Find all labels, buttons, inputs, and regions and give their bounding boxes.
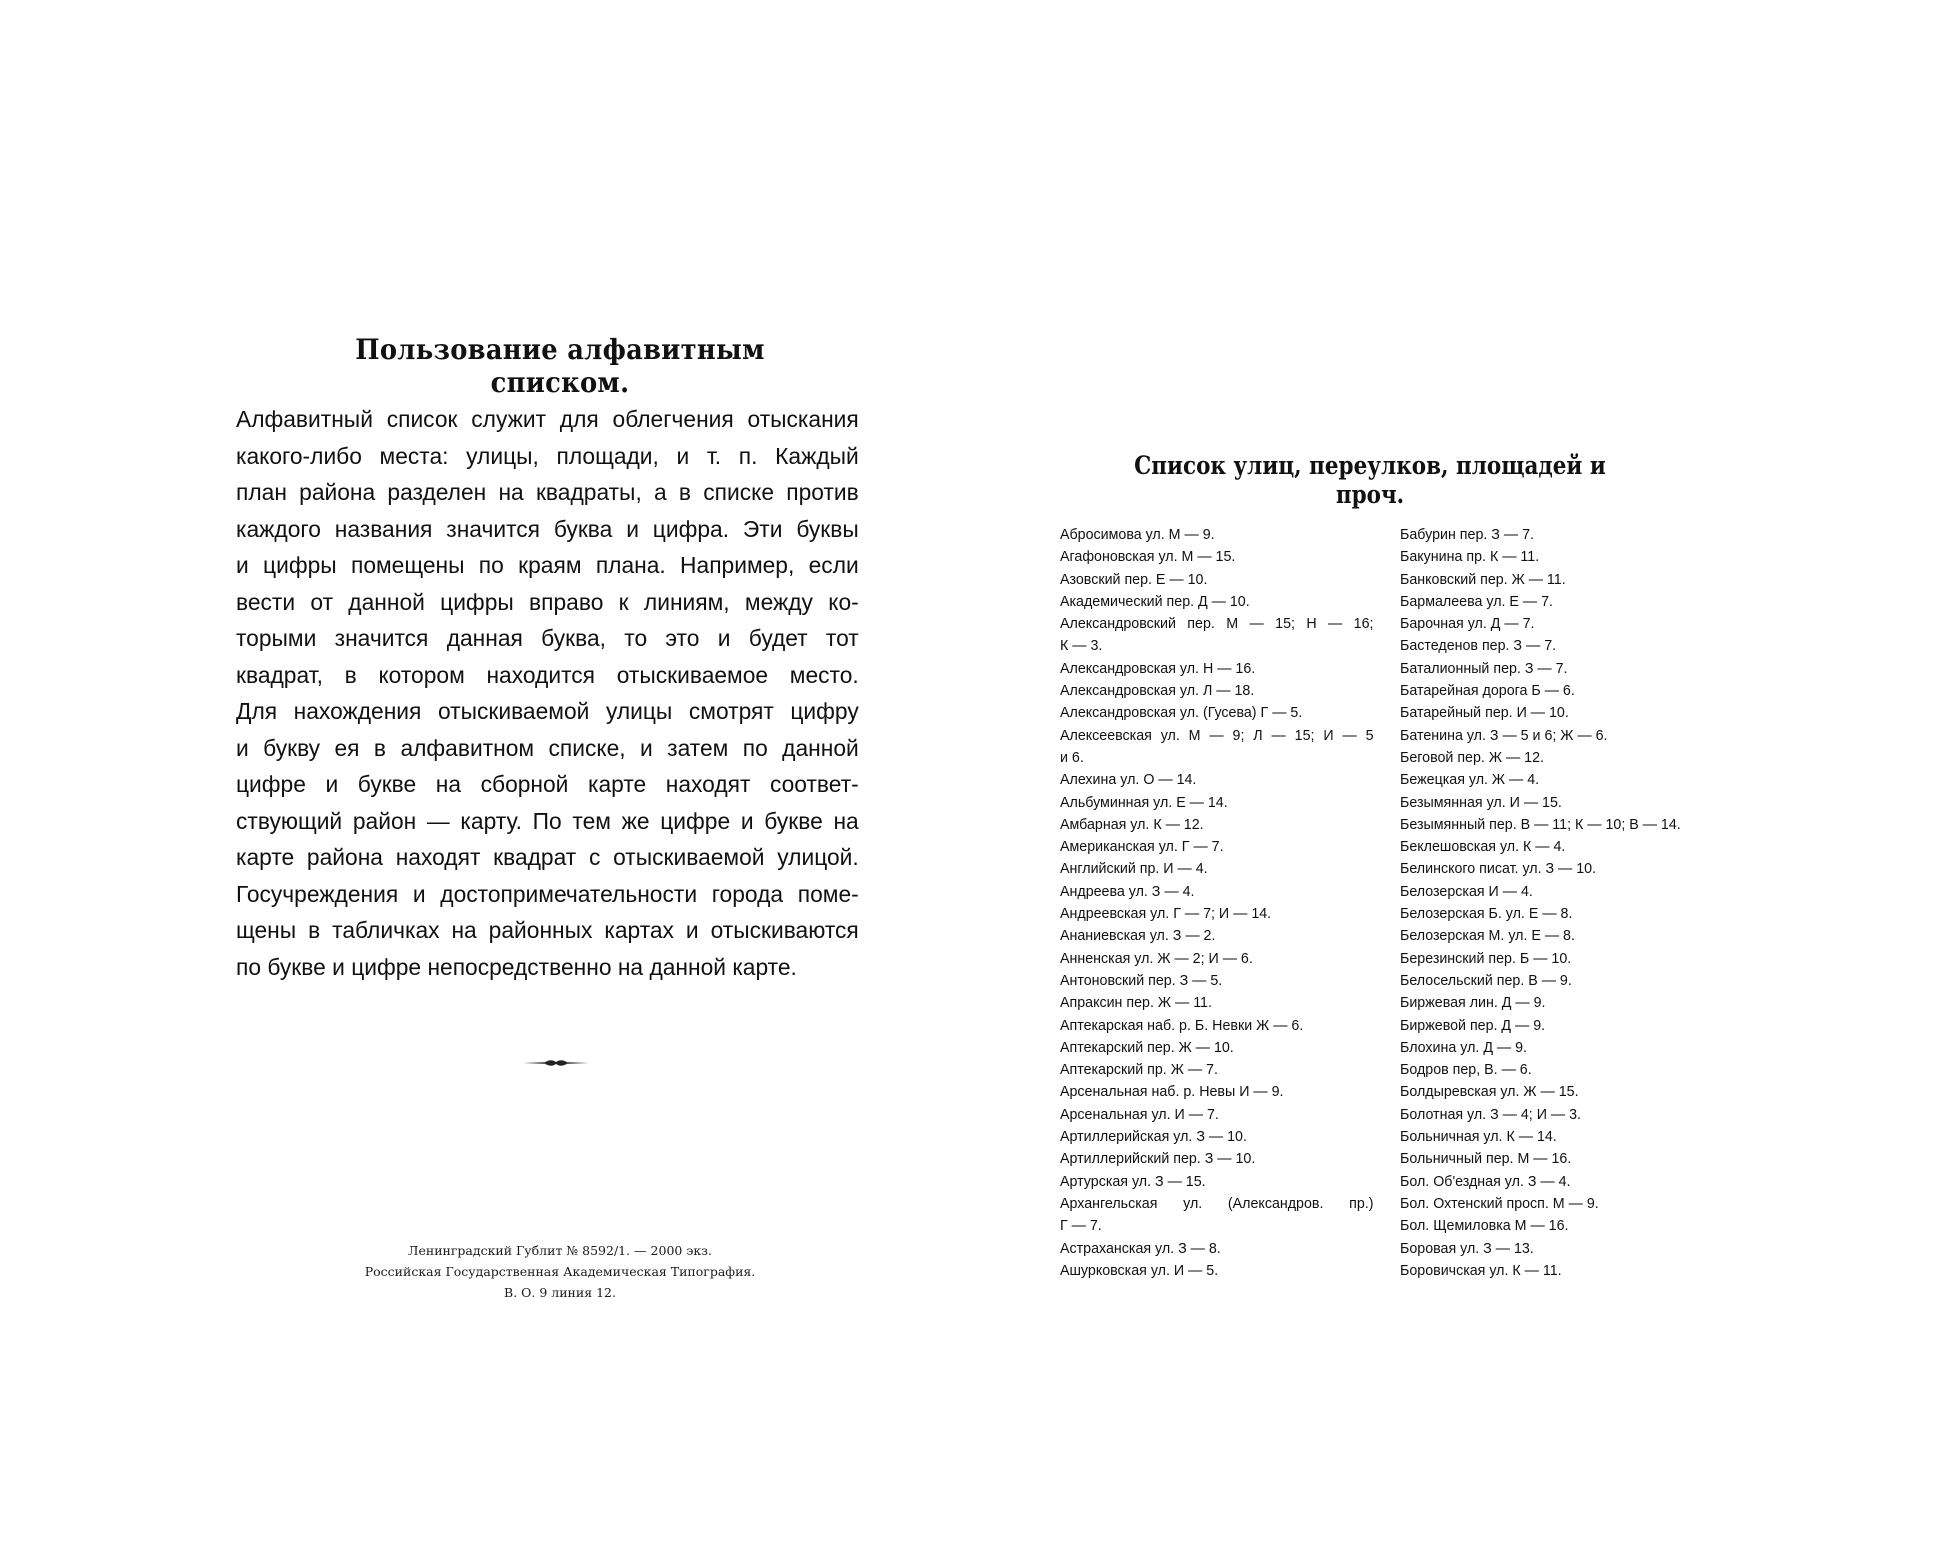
street-entry: Артурская ул. З — 15. [1060,1172,1206,1190]
street-entry: Белинского писат. ул. З — 10. [1400,860,1597,878]
street-entry: Антоновский пер. З — 5. [1060,971,1223,989]
imprint-line: Российская Государственная Академическая Типография. [364,1264,756,1279]
street-entry: Бакунина пр. К — 11. [1400,548,1540,566]
street-entry: Батенина ул. З — 5 и 6; Ж — 6. [1400,726,1608,744]
street-entry: Бежецкая ул. Ж — 4. [1400,771,1540,789]
street-entry: Ананиевская ул. З — 2. [1060,927,1216,945]
street-entry: Болотная ул. З — 4; И — 3. [1400,1105,1582,1123]
street-entry: Батарейный пер. И — 10. [1400,704,1569,722]
street-list-column-2 [1400,524,1740,1282]
imprint [360,1240,760,1303]
street-entry: Бол. Щемиловка М — 16. [1400,1217,1569,1235]
imprint-line: Ленинградский Гублит № 8592/1. — 2000 экз. [408,1243,712,1258]
street-entry: Боровая ул. З — 13. [1400,1239,1534,1257]
street-entry: Белозерская М. ул. Е — 8. [1400,927,1575,945]
street-entry: Апраксин пер. Ж — 11. [1060,994,1212,1012]
street-list-column-1 [1060,524,1390,1282]
street-entry: Белозерская И — 4. [1400,882,1533,900]
street-entry: Блохина ул. Д — 9. [1400,1038,1528,1056]
street-entry: Александровская ул. Н — 16. [1060,659,1256,677]
street-entry: Академический пер. Д — 10. [1060,592,1250,610]
paragraph-line: и букву ея в алфавитном списке, и затем по данной [236,734,859,761]
paragraph-line: каждого названия значится буква и цифра. Эти буквы [236,515,859,542]
street-entry: Английский пр. И — 4. [1060,860,1208,878]
usage-title: Пользование алфавитным списком. [355,333,765,399]
street-entry: Александровская ул. (Гусева) Г — 5. [1060,704,1303,722]
street-entry: Барочная ул. Д — 7. [1400,615,1535,633]
right-page [1000,0,1956,1546]
street-entry: Белосельский пер. В — 9. [1400,971,1572,989]
street-entry: Безымянный пер. В — 11; К — 10; В — 14. [1400,815,1681,833]
street-entry: К — 3. [1060,637,1103,655]
street-entry: Белозерская Б. ул. Е — 8. [1400,905,1573,923]
street-entry: Андреевская ул. Г — 7; И — 14. [1060,905,1272,923]
street-entry: Агафоновская ул. М — 15. [1060,548,1236,566]
paragraph-line: план района разделен на квадраты, а в списке против [236,479,859,505]
street-entry: Алехина ул. О — 14. [1060,771,1197,789]
street-entry: Бол. Об'ездная ул. З — 4. [1400,1172,1571,1190]
street-entry: Александровский пер. М — 15; Н — 16; [1060,615,1374,633]
paragraph-line: Алфавитный список служит для облегчения отыскания [236,406,859,432]
street-entry: Больничный пер. М — 16. [1400,1150,1572,1168]
paragraph-line: цифре и букве на сборной карте находят соответ- [236,771,859,797]
street-entry: Бабурин пер. З — 7. [1400,526,1534,543]
street-entry: Азовский пер. Е — 10. [1060,570,1208,588]
street-entry: Биржевой пер. Д — 9. [1400,1016,1546,1034]
street-entry: Г — 7. [1060,1217,1102,1235]
street-entry: Артиллерийский пер. З — 10. [1060,1150,1256,1168]
street-entry: Банковский пер. Ж — 11. [1400,570,1566,588]
street-entry: Анненская ул. Ж — 2; И — 6. [1060,949,1253,967]
street-entry: Биржевая лин. Д — 9. [1400,994,1546,1012]
street-entry: Альбуминная ул. Е — 14. [1060,793,1228,811]
street-entry: Арсенальная наб. р. Невы И — 9. [1060,1083,1284,1101]
street-entry: Болдыревская ул. Ж — 15. [1400,1083,1579,1101]
street-entry: Архангельская ул. (Александров. пр.) [1060,1194,1374,1212]
street-entry: Безымянная ул. И — 15. [1400,793,1562,811]
imprint-line: В. О. 9 линия 12. [504,1285,616,1300]
paragraph-line: Госучреждения и достопримечательности города поме- [236,880,859,907]
street-entry: Беклешовская ул. К — 4. [1400,838,1566,856]
street-entry: и 6. [1060,748,1084,766]
street-entry: Боровичская ул. К — 11. [1400,1261,1562,1279]
paragraph-line: карте района находят квадрат с отыскиваемой улицой. [236,844,859,870]
street-entry: Аптекарская наб. р. Б. Невки Ж — 6. [1060,1016,1304,1034]
paragraph-line: квадрат, в котором находится отыскиваемое место. [236,661,859,688]
street-entry: Бастеденов пер. З — 7. [1400,637,1557,655]
street-entry: Андреева ул. З — 4. [1060,882,1195,900]
street-list-title: Список улиц, переулков, площадей и проч. [1134,451,1606,509]
street-entry: Бармалеева ул. Е — 7. [1400,592,1553,610]
street-entry: Баталионный пер. З — 7. [1400,659,1568,677]
street-entry: Амбарная ул. К — 12. [1060,815,1204,833]
paragraph-line: щены в табличках на районных картах и отыскиваются [236,917,859,943]
ornament-divider [523,1058,589,1068]
paragraph-line: Для нахождения отыскиваемой улицы смотрят цифру [236,698,859,724]
street-entry: Американская ул. Г — 7. [1060,838,1224,856]
usage-paragraph [236,401,878,985]
paragraph-line: ствующий район — карту. По тем же цифре и букве на [236,807,859,834]
paragraph-line: и цифры помещены по краям плана. Например, если [236,552,859,578]
street-entry: Александровская ул. Л — 18. [1060,682,1255,700]
street-entry: Батарейная дорога Б — 6. [1400,682,1575,700]
street-entry: Алексеевская ул. М — 9; Л — 15; И — 5 [1060,726,1374,744]
street-entry: Арсенальная ул. И — 7. [1060,1105,1219,1123]
street-entry: Артиллерийская ул. З — 10. [1060,1128,1247,1146]
street-entry: Березинский пер. Б — 10. [1400,949,1572,967]
street-entry: Астраханская ул. З — 8. [1060,1239,1221,1257]
street-entry: Абросимова ул. М — 9. [1060,526,1215,543]
street-entry: Аптекарский пр. Ж — 7. [1060,1061,1218,1079]
street-entry: Больничная ул. К — 14. [1400,1128,1557,1146]
street-entry: Бодров пер, В. — 6. [1400,1061,1532,1079]
paragraph-line: по букве и цифре непосредственно на данной карте. [236,953,797,980]
paragraph-line: какого-либо места: улицы, площади, и т. п. Каждый [236,442,859,469]
paragraph-line: торыми значится данная буква, то это и будет тот [236,625,859,651]
paragraph-line: вести от данной цифры вправо к линиям, между ко- [236,588,859,615]
street-entry: Беговой пер. Ж — 12. [1400,748,1544,766]
street-entry: Аптекарский пер. Ж — 10. [1060,1038,1234,1056]
street-entry: Бол. Охтенский просп. М — 9. [1400,1194,1599,1212]
street-entry: Ашурковская ул. И — 5. [1060,1261,1219,1279]
